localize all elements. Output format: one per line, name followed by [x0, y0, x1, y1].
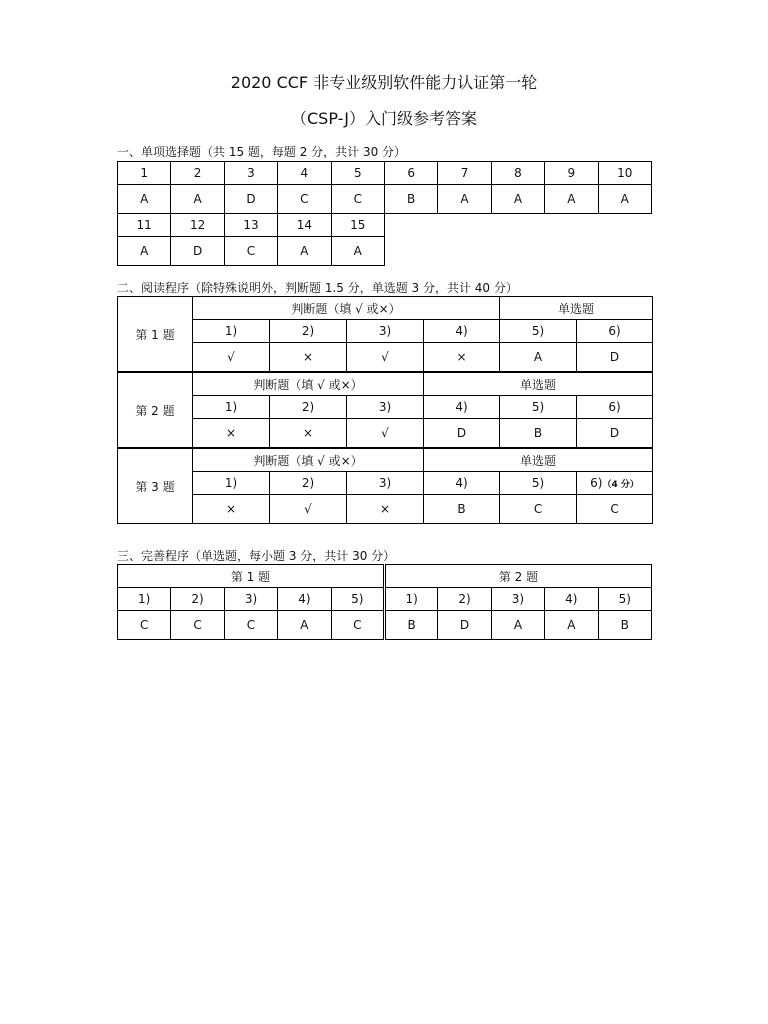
answer-cell: B	[500, 419, 577, 449]
question-number: 2	[171, 162, 224, 185]
answer-cell: ×	[270, 419, 347, 449]
answer-cell: A	[491, 611, 544, 640]
section3-header-row	[118, 565, 652, 588]
question-number: 2)	[270, 472, 347, 495]
q1-label: 第 1 题	[118, 565, 385, 588]
answer-cell: C	[500, 495, 577, 524]
question-number: 10	[598, 162, 651, 185]
question-number: 4)	[278, 588, 331, 611]
section2-table	[117, 296, 653, 524]
q2-header-row	[118, 372, 653, 396]
answer-cell: D	[577, 343, 653, 373]
answer-row	[118, 237, 385, 266]
question-number: 3)	[347, 472, 424, 495]
question-number: 1)	[193, 396, 270, 419]
answer-cell: B	[384, 611, 437, 640]
q1-label: 第 1 题	[118, 297, 193, 373]
question-number: 13	[224, 214, 277, 237]
question-number: 1)	[118, 588, 171, 611]
question-number: 1)	[193, 320, 270, 343]
q2-answer-row	[118, 419, 653, 449]
answer-cell: C	[278, 185, 331, 214]
question-number: 6)	[590, 476, 603, 490]
q1-number-row	[118, 320, 653, 343]
question-number: 2)	[270, 320, 347, 343]
judge-header: 判断题（填 √ 或×）	[193, 372, 424, 396]
document-title: 2020 CCF 非专业级别软件能力认证第一轮	[230, 73, 538, 92]
answer-cell: ×	[193, 419, 270, 449]
answer-cell: A	[545, 611, 598, 640]
answer-cell: A	[500, 343, 577, 373]
question-number-with-note	[577, 472, 653, 495]
question-number: 4)	[424, 320, 500, 343]
choice-header: 单选题	[424, 372, 653, 396]
question-number: 2)	[270, 396, 347, 419]
answer-cell: D	[424, 419, 500, 449]
q1-answer-row	[118, 343, 653, 373]
question-number: 4	[278, 162, 331, 185]
question-number: 3)	[347, 320, 424, 343]
question-number: 4)	[424, 396, 500, 419]
answer-cell: √	[347, 419, 424, 449]
q2-number-row	[118, 396, 653, 419]
q3-label: 第 3 题	[118, 448, 193, 524]
answer-row	[118, 185, 652, 214]
answer-cell: C	[331, 185, 384, 214]
answer-cell: ×	[193, 495, 270, 524]
answer-cell: ×	[270, 343, 347, 373]
answer-cell: C	[224, 237, 277, 266]
question-number: 15	[331, 214, 384, 237]
q1-header-row	[118, 297, 653, 320]
question-number: 14	[278, 214, 331, 237]
score-note: （4 分）	[602, 480, 639, 490]
answer-cell: √	[347, 343, 424, 373]
question-number: 6)	[577, 396, 653, 419]
question-number: 3)	[491, 588, 544, 611]
answer-cell: A	[491, 185, 544, 214]
question-number: 2)	[171, 588, 224, 611]
question-number: 9	[545, 162, 598, 185]
question-number-row	[118, 162, 652, 185]
answer-cell: D	[577, 419, 653, 449]
answer-cell: A	[331, 237, 384, 266]
question-number: 5	[331, 162, 384, 185]
section1-heading: 一、单项选择题（共 15 题，每题 2 分，共计 30 分）	[117, 145, 407, 159]
answer-cell: C	[331, 611, 384, 640]
question-number: 3	[224, 162, 277, 185]
q3-answer-row	[118, 495, 653, 524]
question-number: 1)	[193, 472, 270, 495]
question-number: 5)	[500, 396, 577, 419]
section3-number-row	[118, 588, 652, 611]
document-subtitle: （CSP-J）入门级参考答案	[290, 109, 477, 128]
question-number: 5)	[500, 472, 577, 495]
answer-cell: √	[193, 343, 270, 373]
section3-table	[117, 564, 652, 640]
question-number: 3)	[224, 588, 277, 611]
answer-cell: A	[118, 185, 171, 214]
judge-header: 判断题（填 √ 或×）	[193, 297, 500, 320]
question-number: 7	[438, 162, 491, 185]
answer-cell: ×	[424, 343, 500, 373]
section1-table-row1	[117, 161, 652, 214]
question-number: 2)	[438, 588, 491, 611]
answer-cell: A	[545, 185, 598, 214]
question-number: 6)	[577, 320, 653, 343]
question-number: 4)	[545, 588, 598, 611]
answer-cell: A	[438, 185, 491, 214]
answer-cell: C	[171, 611, 224, 640]
answer-cell: A	[598, 185, 651, 214]
q2-label: 第 2 题	[118, 372, 193, 448]
answer-cell: D	[438, 611, 491, 640]
answer-cell: C	[118, 611, 171, 640]
question-number: 6	[384, 162, 437, 185]
answer-cell: B	[598, 611, 651, 640]
choice-header: 单选题	[500, 297, 653, 320]
answer-cell: D	[224, 185, 277, 214]
q2-label: 第 2 题	[384, 565, 651, 588]
question-number-row	[118, 214, 385, 237]
question-number: 5)	[331, 588, 384, 611]
answer-cell: C	[224, 611, 277, 640]
choice-header: 单选题	[424, 448, 653, 472]
q3-header-row	[118, 448, 653, 472]
question-number: 4)	[424, 472, 500, 495]
section2-heading: 二、阅读程序（除特殊说明外，判断题 1.5 分，单选题 3 分，共计 40 分）	[117, 281, 518, 295]
answer-cell: B	[424, 495, 500, 524]
question-number: 12	[171, 214, 224, 237]
section3-answer-row	[118, 611, 652, 640]
answer-cell: √	[270, 495, 347, 524]
answer-cell: A	[278, 237, 331, 266]
answer-cell: A	[118, 237, 171, 266]
answer-cell: B	[384, 185, 437, 214]
answer-cell: A	[171, 185, 224, 214]
question-number: 1	[118, 162, 171, 185]
question-number: 8	[491, 162, 544, 185]
question-number: 5)	[598, 588, 651, 611]
section3-heading: 三、完善程序（单选题，每小题 3 分，共计 30 分）	[117, 549, 396, 563]
answer-cell: D	[171, 237, 224, 266]
answer-cell: C	[577, 495, 653, 524]
question-number: 11	[118, 214, 171, 237]
section1-table-row2	[117, 213, 385, 266]
q3-number-row	[118, 472, 653, 495]
answer-cell: ×	[347, 495, 424, 524]
judge-header: 判断题（填 √ 或×）	[193, 448, 424, 472]
question-number: 5)	[500, 320, 577, 343]
question-number: 3)	[347, 396, 424, 419]
answer-cell: A	[278, 611, 331, 640]
question-number: 1)	[384, 588, 437, 611]
